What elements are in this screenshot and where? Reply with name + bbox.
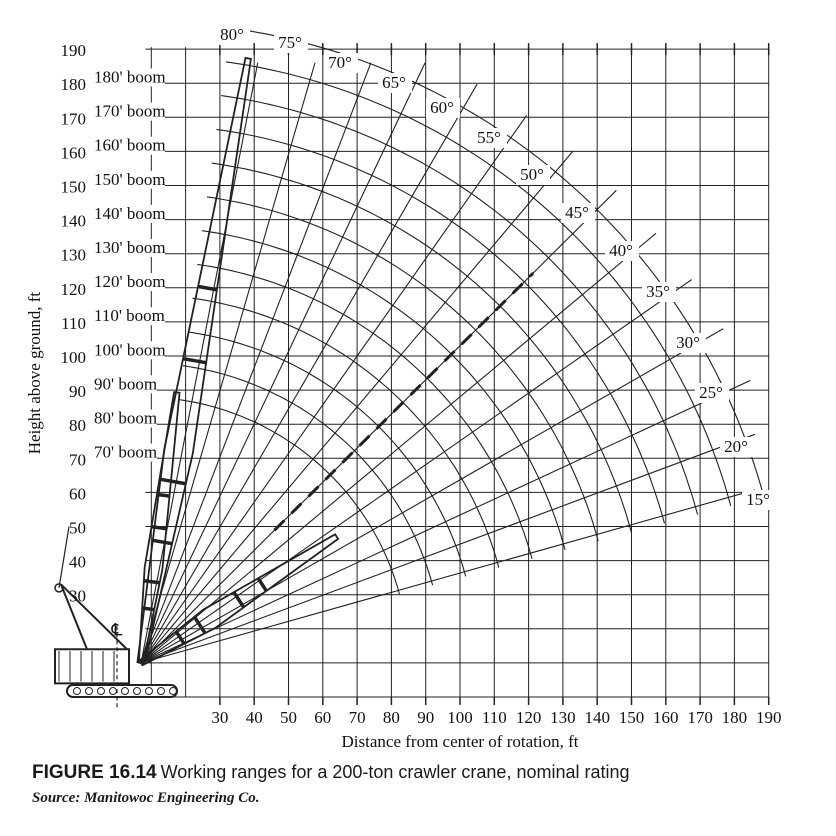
angle-label: 70° (328, 53, 352, 72)
angle-label: 25° (699, 383, 723, 402)
angle-label: 45° (565, 203, 589, 222)
boom-length-label: 170' boom (94, 101, 166, 121)
y-tick-label: 130 (60, 245, 86, 265)
x-tick-label: 80 (382, 708, 400, 727)
boom-length-arc (221, 96, 697, 515)
angle-label: 75° (278, 33, 302, 52)
x-tick-label: 30 (211, 708, 229, 727)
x-tick-label: 120 (515, 708, 542, 727)
angle-label: 80° (220, 25, 244, 44)
x-tick-label: 180 (721, 708, 748, 727)
y-tick-label: 120 (60, 279, 86, 299)
x-tick-label: 150 (618, 708, 645, 727)
boom-band (144, 581, 160, 583)
boom-band (157, 494, 168, 495)
y-tick-label: 150 (60, 177, 86, 197)
figure-caption (32, 762, 822, 807)
boom-length-arc (231, 28, 764, 497)
y-tick-label: 60 (69, 484, 86, 504)
boom-angle-line (141, 329, 723, 663)
boom-length-arc (183, 366, 433, 586)
labels (25, 25, 781, 751)
boom-length-label: 120' boom (94, 272, 166, 292)
y-tick-label: 180 (60, 75, 86, 95)
x-tick-label: 100 (447, 708, 473, 727)
boom-band (183, 359, 206, 363)
angle-label: 40° (609, 241, 633, 260)
x-tick-label: 110 (481, 708, 507, 727)
boom-length-arc (197, 264, 532, 558)
boom-band (153, 540, 172, 543)
y-tick-label: 140 (60, 211, 86, 231)
x-tick-label: 50 (280, 708, 297, 727)
boom-length-arcs (178, 28, 764, 594)
figure-source: Source: Manitowoc Engineering Co. (32, 790, 260, 806)
angle-label: 65° (382, 73, 406, 92)
y-tick-label: 70 (69, 450, 86, 470)
figure-title: Working ranges for a 200-ton crawler crane, nominal rating (160, 762, 630, 782)
boom-length-arc (193, 298, 499, 567)
boom-band (161, 479, 186, 483)
figure-number: FIGURE 16.14 (32, 762, 157, 783)
x-tick-label: 130 (550, 708, 576, 727)
angle-label: 30° (676, 333, 700, 352)
y-tick-label: 110 (61, 313, 86, 333)
boom-angle-line (141, 380, 750, 662)
angle-label: 20° (724, 437, 748, 456)
x-tick-label: 160 (653, 708, 679, 727)
boom-band (142, 608, 154, 610)
y-tick-label: 30 (69, 586, 86, 606)
boom-length-label: 110' boom (94, 306, 165, 326)
x-tick-label: 70 (348, 708, 366, 727)
boom-angle-lines (141, 63, 755, 663)
y-tick-label: 90 (69, 382, 86, 402)
boom-length-label: 130' boom (94, 237, 166, 257)
boom-band (258, 579, 266, 591)
y-tick-label: 80 (69, 416, 86, 436)
angle-label: 55° (477, 128, 501, 147)
boom-length-label: 180' boom (94, 67, 166, 87)
boom-length-label: 70' boom (94, 442, 158, 462)
boom-length-label: 140' boom (94, 203, 166, 223)
y-tick-label: 190 (60, 41, 86, 61)
boom-length-label: 90' boom (94, 374, 158, 394)
angle-label: 60° (430, 98, 454, 117)
angle-label: 35° (646, 282, 670, 301)
x-tick-label: 190 (755, 708, 782, 727)
boom-length-label: 100' boom (94, 340, 166, 360)
y-tick-label: 100 (60, 348, 86, 367)
y-tick-label: 50 (69, 518, 86, 538)
angle-label: 50° (520, 165, 544, 184)
boom-length-label: 80' boom (94, 408, 158, 428)
pendant-line (59, 527, 69, 588)
x-tick-label: 60 (314, 708, 332, 727)
x-tick-label: 90 (417, 708, 435, 727)
y-axis-title: Height above ground, ft (25, 291, 44, 455)
y-tick-label: 160 (60, 143, 86, 163)
y-tick-label: 40 (69, 552, 86, 572)
x-tick-label: 40 (245, 708, 263, 727)
boom-length-label: 160' boom (94, 135, 166, 155)
x-axis-title: Distance from center of rotation, ft (341, 732, 579, 751)
y-tick-label: 170 (60, 109, 86, 129)
centerline-label: ℄ (111, 620, 123, 640)
boom-length-label: 150' boom (94, 169, 166, 189)
boom-angle-line (141, 84, 477, 663)
x-tick-label: 170 (687, 708, 713, 727)
x-tick-label: 140 (584, 708, 610, 727)
boom-angle-line (141, 490, 755, 663)
boom-band (152, 527, 166, 529)
angle-label: 15° (746, 490, 770, 509)
